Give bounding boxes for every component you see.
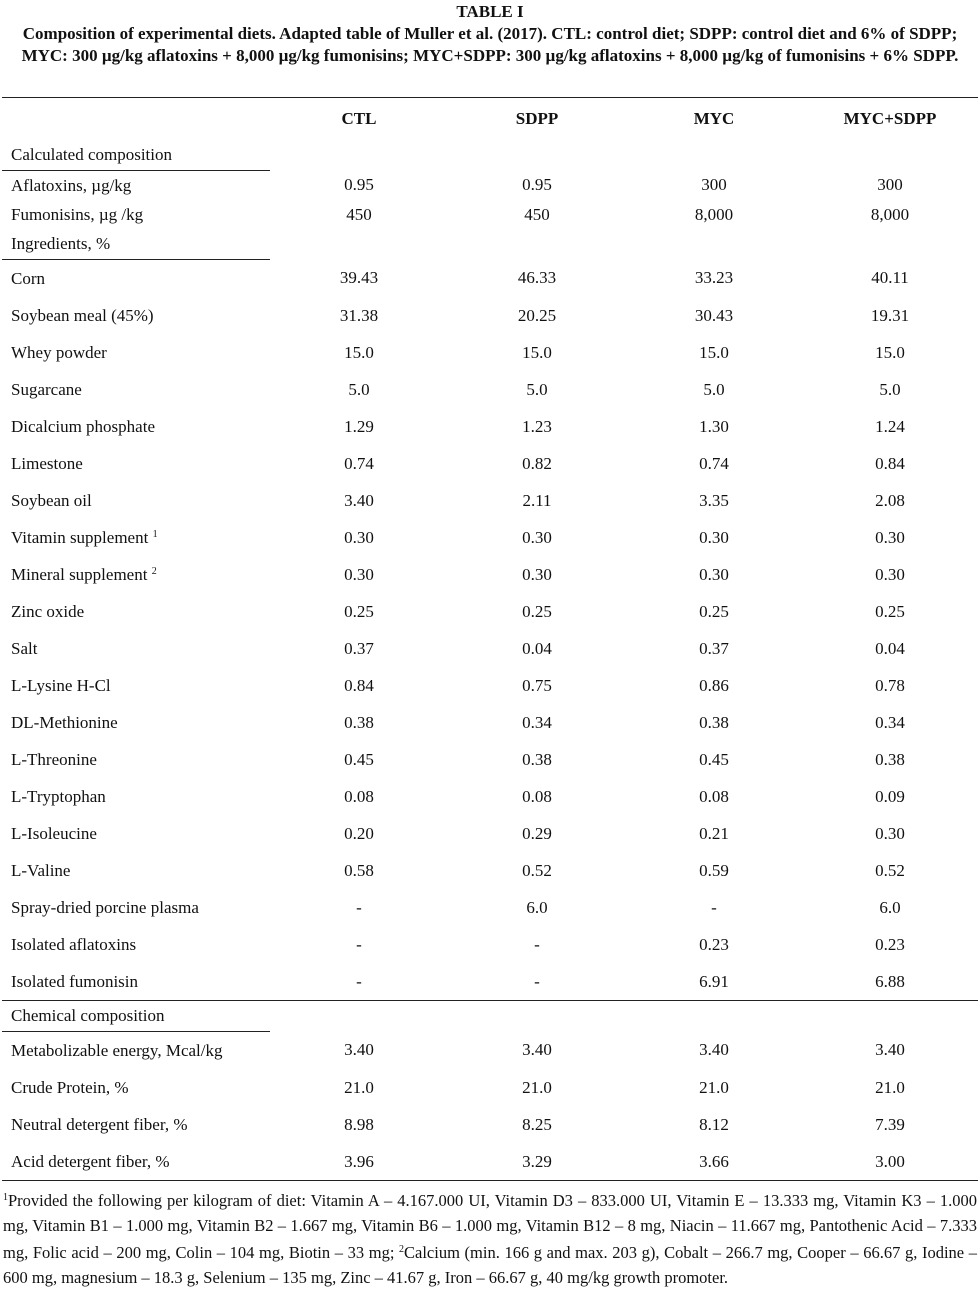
cell-myc-sdpp: 0.09 (875, 786, 905, 806)
table-row (2, 667, 978, 704)
column-header-label (2, 98, 270, 140)
table-row (2, 1069, 978, 1106)
cell-myc-sdpp: 5.0 (879, 379, 901, 399)
cell-sdpp: 0.95 (522, 175, 552, 195)
table-row (2, 963, 978, 1001)
cell-myc-sdpp: 7.39 (875, 1114, 905, 1134)
cell-sdpp: 0.75 (522, 675, 552, 695)
table-row (2, 482, 978, 519)
cell-myc: 8,000 (694, 204, 734, 224)
section-row (2, 229, 978, 260)
cell-ctl: 450 (346, 204, 372, 224)
table-row (2, 926, 978, 963)
table-row (2, 445, 978, 482)
row-label-text: L-Isoleucine (11, 823, 97, 843)
cell-myc: 0.38 (699, 712, 729, 732)
cell-myc-sdpp: 0.78 (875, 675, 905, 695)
footnote-mark-1: 1 (3, 1192, 8, 1203)
row-label-text: Whey powder (11, 342, 107, 362)
cell-myc: 0.23 (699, 934, 729, 954)
cell-ctl: 31.38 (339, 305, 379, 325)
cell-myc: 3.35 (699, 490, 729, 510)
cell-sdpp: - (534, 934, 540, 954)
empty-cell (448, 229, 626, 260)
cell-ctl: - (356, 897, 362, 917)
cell-myc: 33.23 (694, 268, 734, 288)
cell-sdpp: 0.04 (522, 638, 552, 658)
cell-ctl: 0.95 (344, 175, 374, 195)
cell-myc-sdpp: 0.30 (875, 564, 905, 584)
cell-sdpp: 15.0 (522, 342, 552, 362)
row-label (2, 741, 270, 778)
cell-ctl: 0.08 (344, 786, 374, 806)
cell-myc-sdpp: 19.31 (870, 305, 910, 325)
cell-sdpp: 0.25 (522, 601, 552, 621)
cell-myc: 0.45 (699, 749, 729, 769)
row-label-text: Corn (11, 268, 45, 288)
table-row (2, 1032, 978, 1070)
row-label (2, 630, 270, 667)
row-label (2, 667, 270, 704)
row-label (2, 519, 270, 556)
column-header-sdpp: SDPP (515, 109, 559, 128)
cell-ctl: 39.43 (339, 268, 379, 288)
table-row (2, 171, 978, 201)
cell-myc: 300 (701, 175, 727, 195)
section-row (2, 140, 978, 171)
row-label (2, 704, 270, 741)
table-row (2, 593, 978, 630)
cell-ctl: 3.40 (344, 490, 374, 510)
cell-ctl: - (356, 971, 362, 991)
cell-myc-sdpp: 0.04 (875, 638, 905, 658)
cell-sdpp: 450 (524, 204, 550, 224)
table-row (2, 852, 978, 889)
table-row (2, 408, 978, 445)
cell-ctl: 0.20 (344, 823, 374, 843)
section-heading: Calculated composition (2, 140, 270, 171)
cell-myc-sdpp: 6.88 (875, 971, 905, 991)
row-label (2, 963, 270, 1001)
cell-myc: 0.21 (699, 823, 729, 843)
row-label-text: Isolated fumonisin (11, 971, 139, 991)
table-row (2, 704, 978, 741)
row-label (2, 482, 270, 519)
diet-composition-table (2, 98, 978, 1181)
cell-myc: 6.91 (699, 971, 729, 991)
cell-myc: 0.37 (699, 638, 729, 658)
row-label-text: Isolated aflatoxins (11, 934, 137, 954)
footnote-text-1: Provided the following per kilogram of diet: Vitamin A – 4.167.000 UI, Vitamin D3 – 833.000 UI, Vitamin E – 13.333 mg, Vitamin K3 – 1.000 mg, Vitamin B1 – 1.000 mg, Vitamin B2 – 1.667 mg, Vitamin B6 – 1.000 mg, Vitamin B12 – 8 mg, Niacin – 11.667 mg, Pantothenic Acid – 7.333 mg, Folic acid – 200 mg, Colin – 104 mg, Biotin – 33 mg; (3, 1191, 977, 1262)
row-label-text: Neutral detergent fiber, % (11, 1114, 188, 1134)
cell-myc: 0.25 (699, 601, 729, 621)
empty-cell (270, 229, 448, 260)
cell-myc: 1.30 (699, 416, 729, 436)
row-label-text: L-Lysine H-Cl (11, 675, 111, 695)
table-row (2, 556, 978, 593)
cell-myc: 5.0 (703, 379, 725, 399)
cell-myc-sdpp: 0.84 (875, 453, 905, 473)
row-label-text: Limestone (11, 453, 83, 473)
row-label (2, 334, 270, 371)
cell-ctl: 15.0 (344, 342, 374, 362)
row-label-text: Soybean meal (45%) (11, 305, 154, 325)
cell-myc-sdpp: 0.38 (875, 749, 905, 769)
row-label-text: Fumonisins, µg /kg (11, 204, 144, 224)
row-label (2, 852, 270, 889)
row-label-text: Zinc oxide (11, 601, 85, 621)
cell-myc-sdpp: 1.24 (875, 416, 905, 436)
cell-ctl: 0.84 (344, 675, 374, 695)
cell-ctl: 5.0 (348, 379, 370, 399)
table-title: TABLE I (456, 2, 524, 21)
cell-myc: 15.0 (699, 342, 729, 362)
row-label (2, 371, 270, 408)
row-label (2, 200, 270, 229)
footnote-ref: 2 (151, 565, 157, 577)
row-label (2, 408, 270, 445)
cell-myc-sdpp: 0.25 (875, 601, 905, 621)
cell-sdpp: 0.30 (522, 527, 552, 547)
cell-myc: 21.0 (699, 1077, 729, 1097)
cell-sdpp: 0.08 (522, 786, 552, 806)
row-label-text: Sugarcane (11, 379, 82, 399)
table-row (2, 815, 978, 852)
table-row (2, 334, 978, 371)
cell-myc: 0.86 (699, 675, 729, 695)
cell-ctl: 3.40 (344, 1040, 374, 1060)
table-row (2, 260, 978, 298)
empty-cell (626, 140, 802, 171)
cell-myc: 3.66 (626, 1143, 802, 1181)
row-label-text: L-Valine (11, 860, 71, 880)
empty-cell (802, 140, 978, 171)
empty-cell (270, 140, 448, 171)
cell-myc-sdpp: 6.0 (879, 897, 901, 917)
cell-myc-sdpp: 15.0 (875, 342, 905, 362)
cell-myc-sdpp: 21.0 (875, 1077, 905, 1097)
cell-ctl: 8.98 (344, 1114, 374, 1134)
cell-sdpp: 6.0 (526, 897, 548, 917)
empty-cell (448, 1001, 626, 1032)
row-label-text: Soybean oil (11, 490, 92, 510)
cell-ctl: 0.58 (344, 860, 374, 880)
row-label-text: Salt (11, 638, 38, 658)
cell-sdpp: 2.11 (522, 490, 552, 510)
row-label (2, 171, 270, 201)
row-label (2, 1032, 270, 1070)
cell-myc: - (711, 897, 717, 917)
empty-cell (802, 229, 978, 260)
row-label-text: Vitamin supplement (11, 527, 149, 547)
empty-cell (626, 1001, 802, 1032)
row-label (2, 297, 270, 334)
empty-cell (626, 229, 802, 260)
cell-myc-sdpp: 0.30 (875, 527, 905, 547)
row-label-text: L-Threonine (11, 749, 97, 769)
table-row (2, 519, 978, 556)
row-label-text: Metabolizable energy, Mcal/kg (11, 1040, 223, 1060)
cell-ctl: 0.30 (344, 527, 374, 547)
cell-sdpp: 3.29 (448, 1143, 626, 1181)
table-row (2, 778, 978, 815)
cell-myc: 3.40 (699, 1040, 729, 1060)
cell-myc-sdpp: 3.40 (875, 1040, 905, 1060)
row-label (2, 593, 270, 630)
row-label-text: L-Tryptophan (11, 786, 106, 806)
cell-sdpp: 0.82 (522, 453, 552, 473)
cell-sdpp: 21.0 (522, 1077, 552, 1097)
row-label-text: DL-Methionine (11, 712, 118, 732)
cell-myc-sdpp: 300 (877, 175, 903, 195)
row-label-text: Aflatoxins, µg/kg (11, 175, 132, 195)
row-label (2, 778, 270, 815)
section-heading: Chemical composition (2, 1001, 270, 1032)
cell-ctl: 0.30 (344, 564, 374, 584)
row-label-text: Crude Protein, % (11, 1077, 129, 1097)
cell-sdpp: 3.40 (522, 1040, 552, 1060)
empty-cell (270, 1001, 448, 1032)
cell-myc-sdpp: 40.11 (871, 268, 909, 288)
section-heading: Ingredients, % (2, 229, 270, 260)
row-label-text: Dicalcium phosphate (11, 416, 155, 436)
table-body (2, 140, 978, 1181)
cell-sdpp: 0.34 (522, 712, 552, 732)
cell-ctl: 0.25 (344, 601, 374, 621)
table-row (2, 1143, 978, 1181)
cell-sdpp: 1.23 (522, 416, 552, 436)
table-row (2, 630, 978, 667)
section-row (2, 1001, 978, 1032)
cell-myc-sdpp: 0.30 (875, 823, 905, 843)
table-row (2, 297, 978, 334)
row-label (2, 815, 270, 852)
cell-myc-sdpp: 8,000 (870, 204, 910, 224)
cell-myc: 0.30 (699, 527, 729, 547)
row-label-text: Spray-dried porcine plasma (11, 897, 199, 917)
cell-sdpp: 20.25 (517, 305, 557, 325)
table-row (2, 200, 978, 229)
cell-ctl: 0.45 (344, 749, 374, 769)
table-caption: Composition of experimental diets. Adapted table of Muller et al. (2017). CTL: control diet; SDPP: control diet and 6% of SDPP; MYC: 300 µg/kg aflatoxins + 8,000 µg/kg fumonisins; MYC+SDPP: 300 µg/kg aflatoxins + 8,000 µg/kg of fumonisins + 6% SDPP. (21, 24, 959, 65)
footnote-mark-2: 2 (399, 1244, 405, 1255)
footnote-ref: 1 (152, 528, 158, 540)
cell-myc-sdpp: 0.23 (875, 934, 905, 954)
row-label-text: Mineral supplement (11, 564, 148, 584)
column-header-myc-sdpp: MYC+SDPP (843, 109, 937, 128)
row-label (2, 445, 270, 482)
cell-myc: 0.30 (699, 564, 729, 584)
cell-sdpp: 0.29 (522, 823, 552, 843)
empty-cell (448, 140, 626, 171)
cell-ctl: 0.37 (344, 638, 374, 658)
cell-sdpp: 0.30 (522, 564, 552, 584)
row-label (2, 1069, 270, 1106)
column-header-myc: MYC (693, 109, 735, 128)
cell-ctl: - (356, 934, 362, 954)
cell-myc: 0.08 (699, 786, 729, 806)
table-row (2, 741, 978, 778)
cell-sdpp: 0.38 (522, 749, 552, 769)
row-label (2, 260, 270, 298)
cell-myc-sdpp: 0.52 (875, 860, 905, 880)
table-row (2, 371, 978, 408)
cell-myc: 0.74 (699, 453, 729, 473)
cell-myc-sdpp: 3.00 (802, 1143, 978, 1181)
cell-sdpp: 5.0 (526, 379, 548, 399)
cell-sdpp: 46.33 (517, 268, 557, 288)
column-header-ctl: CTL (341, 109, 377, 128)
cell-ctl: 0.74 (344, 453, 374, 473)
table-footnote (3, 1186, 977, 1290)
row-label (2, 1143, 270, 1181)
cell-sdpp: - (534, 971, 540, 991)
row-label (2, 556, 270, 593)
row-label (2, 889, 270, 926)
cell-myc: 0.59 (699, 860, 729, 880)
table-row (2, 889, 978, 926)
table-row (2, 1106, 978, 1143)
cell-myc: 8.12 (699, 1114, 729, 1134)
row-label-text: Acid detergent fiber, % (11, 1151, 170, 1171)
cell-sdpp: 0.52 (522, 860, 552, 880)
header-row (2, 98, 978, 140)
cell-ctl: 0.38 (344, 712, 374, 732)
cell-ctl: 21.0 (344, 1077, 374, 1097)
row-label (2, 926, 270, 963)
cell-ctl: 3.96 (270, 1143, 448, 1181)
empty-cell (802, 1001, 978, 1032)
footnote-text-2: Calcium (min. 166 g and max. 203 g), Cobalt – 266.7 mg, Cooper – 66.67 g, Iodine – 600 mg, magnesium – 18.3 g, Selenium – 135 mg, Zinc – 41.67 g, Iron – 66.67 g, 40 mg/kg growth promoter. (3, 1243, 977, 1287)
cell-myc-sdpp: 0.34 (875, 712, 905, 732)
cell-sdpp: 8.25 (522, 1114, 552, 1134)
cell-myc: 30.43 (694, 305, 734, 325)
cell-myc-sdpp: 2.08 (875, 490, 905, 510)
row-label (2, 1106, 270, 1143)
cell-ctl: 1.29 (344, 416, 374, 436)
